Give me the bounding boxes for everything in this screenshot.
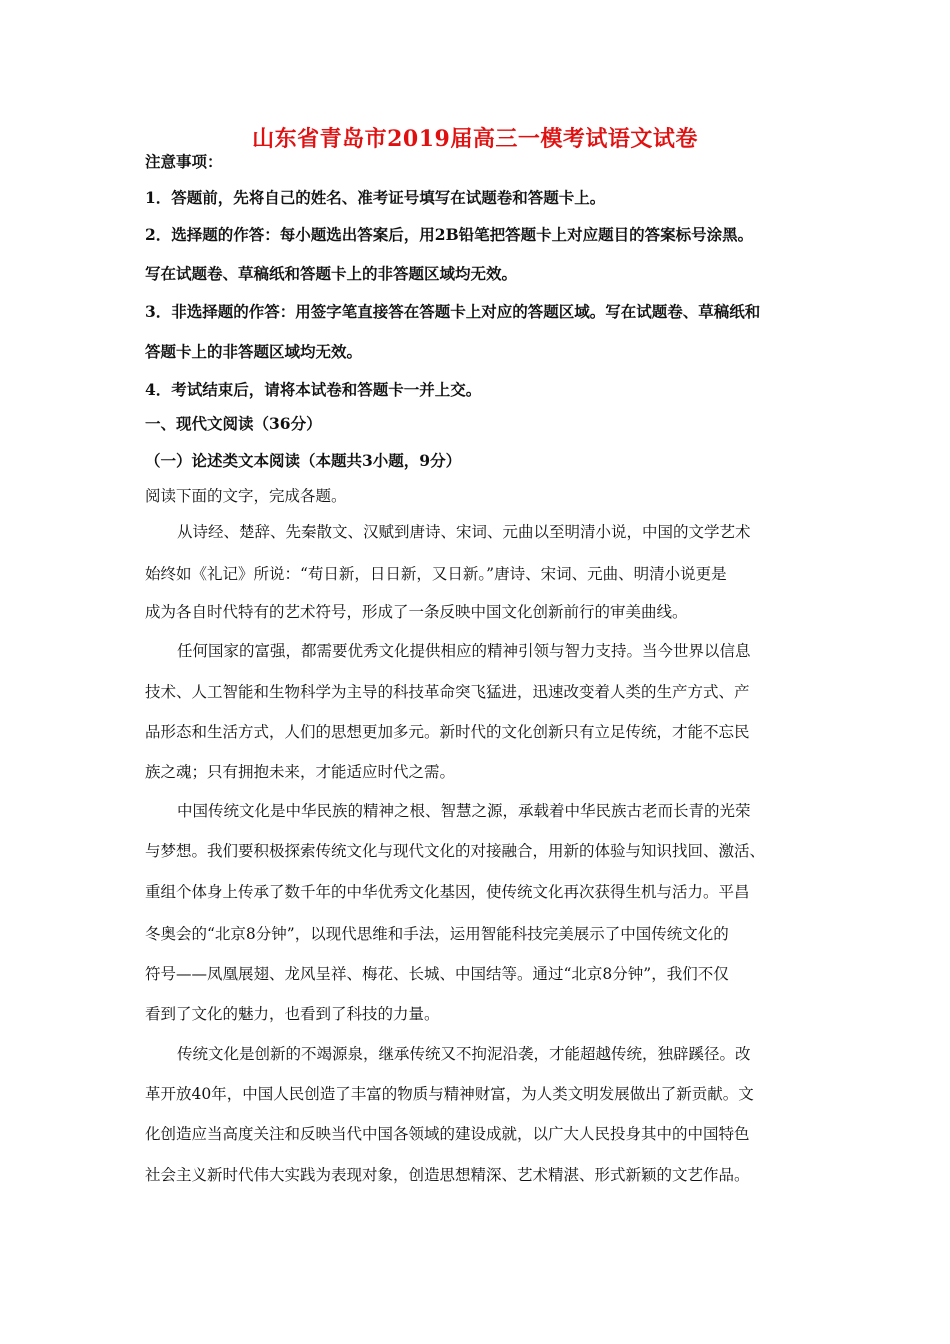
passage-line: 革开放40年，中国人民创造了丰富的物质与精神财富，为人类文明发展做出了新贡献。文 (145, 1085, 754, 1103)
passage-line: 成为各自时代特有的艺术符号，形成了一条反映中国文化创新前行的审美曲线。 (145, 603, 688, 621)
section-heading: 一、现代文阅读（36分） (145, 414, 322, 433)
passage-line: 看到了文化的魅力，也看到了科技的力量。 (145, 1005, 440, 1023)
passage-line: 族之魂；只有拥抱未来，才能适应时代之需。 (145, 763, 456, 781)
passage-line: 传统文化是创新的不竭源泉，继承传统又不拘泥沿袭，才能超越传统，独辟蹊径。改 (177, 1045, 751, 1063)
passage-line: 品形态和生活方式，人们的思想更加多元。新时代的文化创新只有立足传统，才能不忘民 (145, 723, 750, 741)
passage-line: 中国传统文化是中华民族的精神之根、智慧之源，承载着中华民族古老而长青的光荣 (177, 802, 751, 820)
notice-line: 4．考试结束后，请将本试卷和答题卡一并上交。 (145, 380, 482, 399)
notice-line: 1．答题前，先将自己的姓名、准考证号填写在试题卷和答题卡上。 (145, 188, 606, 207)
passage-line: 重组个体身上传承了数千年的中华优秀文化基因，使传统文化再次获得生机与活力。平昌 (145, 883, 750, 901)
passage-line: 技术、人工智能和生物科学为主导的科技革命突飞猛进，迅速改变着人类的生产方式、产 (145, 683, 750, 701)
passage-line: 与梦想。我们要积极探索传统文化与现代文化的对接融合，用新的体验与知识找回、激活、 (145, 842, 766, 860)
passage-line: 化创造应当高度关注和反映当代中国各领域的建设成就，以广大人民投身其中的中国特色 (145, 1125, 750, 1143)
subsection-heading: （一）论述类文本阅读（本题共3小题，9分） (145, 451, 462, 470)
document-title: 山东省青岛市2019届高三一模考试语文试卷 (252, 126, 698, 152)
notice-line: 3．非选择题的作答：用签字笔直接答在答题卡上对应的答题区域。写在试题卷、草稿纸和 (145, 302, 761, 321)
passage-line: 符号——凤凰展翅、龙风呈祥、梅花、长城、中国结等。通过“北京8分钟”，我们不仅 (145, 965, 729, 983)
reading-instruction: 阅读下面的文字，完成各题。 (145, 487, 347, 505)
notice-heading: 注意事项： (145, 152, 223, 171)
notice-line: 答题卡上的非答题区域均无效。 (145, 342, 363, 361)
passage-line: 任何国家的富强，都需要优秀文化提供相应的精神引领与智力支持。当今世界以信息 (177, 642, 751, 660)
passage-line: 从诗经、楚辞、先秦散文、汉赋到唐诗、宋词、元曲以至明清小说，中国的文学艺术 (177, 523, 751, 541)
notice-line: 2．选择题的作答：每小题选出答案后，用2B铅笔把答题卡上对应题目的答案标号涂黑。 (145, 225, 754, 244)
passage-line: 冬奥会的“北京8分钟”，以现代思维和手法，运用智能科技完美展示了中国传统文化的 (145, 925, 729, 943)
passage-line: 社会主义新时代伟大实践为表现对象，创造思想精深、艺术精湛、形式新颖的文艺作品。 (145, 1166, 750, 1184)
notice-line: 写在试题卷、草稿纸和答题卡上的非答题区域均无效。 (145, 264, 518, 283)
passage-line: 始终如《礼记》所说：“苟日新，日日新，又日新。”唐诗、宋词、元曲、明清小说更是 (145, 565, 727, 583)
